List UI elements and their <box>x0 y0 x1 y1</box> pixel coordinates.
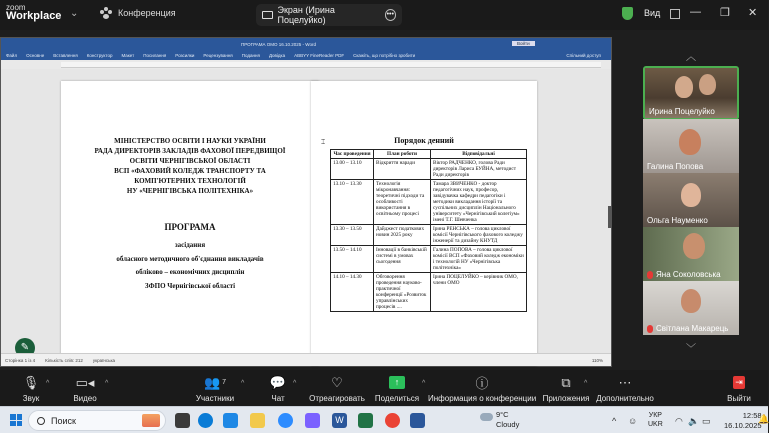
person-face <box>679 129 701 155</box>
status-language: українська <box>92 357 116 363</box>
participant-name-text: Яна Соколовська <box>656 270 721 279</box>
language-code: УКР <box>648 412 662 419</box>
table-row <box>331 273 527 312</box>
participants-label: Участники <box>195 394 235 403</box>
paw-icon <box>100 7 113 19</box>
text-cursor-icon: ⌶ <box>321 139 326 146</box>
word-doc-title: ПРОГРАМА ОМО 16.10.2025 - Word <box>241 42 316 47</box>
zoom-title-bar <box>0 0 768 30</box>
column-header-responsible: Відповідальні <box>431 150 527 159</box>
zoom-logo <box>6 3 61 21</box>
audio-label: Звук <box>22 394 40 403</box>
heart-icon: ♡ <box>331 374 343 390</box>
status-zoom[interactable]: 110% <box>591 357 603 363</box>
cell-responsible: Тамара ЗВИЧЕНКО - доктор педагогічних наук, професор, завідувачка кафедри педагогіки і методики викладання історії та суспільних дисциплін Національного університету «Чернігівський колегіум» імені Т.Г. Шевченка <box>431 180 527 225</box>
leave-button[interactable] <box>722 374 756 403</box>
person-face <box>699 74 716 95</box>
microphone-icon: 🎙 <box>22 374 40 390</box>
doc-page-1 <box>61 81 319 366</box>
participants-button[interactable] <box>193 374 245 403</box>
cloud-icon <box>480 413 493 421</box>
minimize-icon[interactable]: — <box>690 6 701 18</box>
clock-time: 12:58 <box>742 411 762 420</box>
restore-icon[interactable]: ❐ <box>720 7 730 19</box>
search-placeholder: Поиск <box>51 415 76 426</box>
participants-icon: 👥 7 <box>203 374 227 390</box>
header-line: РАДА ДИРЕКТОРІВ ЗАКЛАДІВ ФАХОВОЇ ПЕРЕДВИЩОЇ ОСВІТИ ЧЕРНІГІВСЬКОЇ ОБЛАСТІ <box>94 147 286 165</box>
video-button[interactable] <box>68 374 109 403</box>
language-indicator[interactable] <box>648 411 663 429</box>
windows-start-icon[interactable] <box>10 414 22 426</box>
person-face <box>681 289 701 313</box>
share-caret-icon[interactable]: ^ <box>422 380 426 387</box>
participant-name <box>647 270 721 279</box>
chat-label: Чат <box>271 394 285 403</box>
conference-menu[interactable] <box>100 7 176 19</box>
participant-tile[interactable] <box>643 173 739 227</box>
clock[interactable] <box>724 411 762 431</box>
agenda-header-row <box>331 150 527 159</box>
person-face <box>675 76 693 98</box>
shared-screen <box>0 37 612 367</box>
video-caret-icon[interactable]: ^ <box>105 380 109 387</box>
header-line: МІНІСТЕРСТВО ОСВІТИ І НАУКИ УКРАЇНИ <box>114 137 266 145</box>
header-line: НУ «ЧЕРНІГІВСЬКА ПОЛІТЕХНІКА» <box>126 187 254 195</box>
apps-button[interactable] <box>540 374 592 403</box>
annotate-pen-icon[interactable]: ✎ <box>15 338 35 358</box>
status-page-count: Сторінка 1 із 4 <box>5 357 36 363</box>
table-row <box>331 246 527 273</box>
word-tab-references[interactable]: Посилання <box>143 53 167 58</box>
cell-time: 13.00 – 13.10 <box>331 159 374 180</box>
clock-date: 16.10.2025 <box>724 421 762 430</box>
word-tab-design[interactable]: Конструктор <box>86 53 113 58</box>
video-label: Видео <box>73 394 97 403</box>
logo-line-1: zoom <box>6 3 26 12</box>
close-icon[interactable]: ✕ <box>748 7 758 19</box>
taskbar-search[interactable] <box>28 410 166 431</box>
weather-widget[interactable] <box>496 410 519 430</box>
word-tab-mailings[interactable]: Розсилки <box>175 53 195 58</box>
leave-label: Выйти <box>727 394 751 403</box>
people-icon[interactable]: ☺ <box>628 416 638 426</box>
participant-name-text: Ирина Поцелуйко <box>649 107 715 116</box>
screen-share-label: Экран (Ирина Поцелуйко) <box>277 5 335 25</box>
subtitle-line: обліково – економічних дисциплін <box>135 268 245 276</box>
search-icon <box>37 417 45 425</box>
cell-time: 13.30 – 13.50 <box>331 225 374 246</box>
word-doc-icon[interactable] <box>410 413 425 428</box>
share-screen-icon: ↑ <box>389 376 405 389</box>
keyboard-layout: UKR <box>648 421 663 428</box>
word-ribbon-tabs <box>1 51 611 60</box>
task-view-icon[interactable] <box>175 413 190 428</box>
chat-button[interactable] <box>266 374 297 403</box>
screen-share-tab[interactable] <box>256 4 402 26</box>
doc-page-2 <box>311 81 537 366</box>
chat-caret-icon[interactable]: ^ <box>293 380 297 387</box>
more-button[interactable] <box>596 374 654 403</box>
cell-plan: Обговорення проведення науково-практичної конференції «Розвиток управлінських процесів .... <box>374 273 431 312</box>
scroll-down-chevron-icon[interactable]: ﹀ <box>686 344 696 355</box>
apps-caret-icon[interactable]: ^ <box>584 380 588 387</box>
logo-line-2: Workplace <box>6 10 62 22</box>
cell-time: 13.10 – 13.30 <box>331 180 374 225</box>
chat-icon: 💬 <box>269 374 287 390</box>
meeting-toolbar <box>0 370 768 406</box>
cell-responsible: Віктор РАДЧЕНКО, голова Ради директорів Лариса БУЙНА, методист Ради директорів <box>431 159 527 180</box>
battery-icon[interactable]: ▭ <box>702 416 711 426</box>
share-button[interactable] <box>374 374 426 403</box>
muted-mic-icon <box>647 271 653 279</box>
cell-time: 13.50 – 14.10 <box>331 246 374 273</box>
monitor-icon <box>262 11 273 19</box>
table-row <box>331 225 527 246</box>
participant-name-text: Світлана Макарець <box>656 324 729 333</box>
react-button[interactable] <box>306 374 368 403</box>
header-line: ВСП «ФАХОВИЙ КОЛЕДЖ ТРАНСПОРТУ ТА КОМП'ЮТЕРНИХ ТЕХНОЛОГІЙ <box>114 167 266 185</box>
apps-label: Приложения <box>542 394 590 403</box>
participant-name <box>647 162 703 171</box>
word-tab-review[interactable]: Рецензування <box>203 53 233 58</box>
subtitle-line: ЗФПО Чернігівської області <box>144 281 236 290</box>
cell-responsible: Ірина РЕНСЬКА – голова циклової комісії Чернігівського фахового коледжу інженерії та дизайну КНУТД <box>431 225 527 246</box>
audio-button[interactable] <box>16 374 50 403</box>
conference-label: Конференция <box>118 8 176 18</box>
participant-tile[interactable] <box>643 119 739 173</box>
word-tab-help[interactable]: Довідка <box>268 53 286 58</box>
wifi-icon[interactable]: ◠ <box>675 416 683 426</box>
notification-bell-icon[interactable]: 🔔 <box>758 414 769 424</box>
participants-count: 7 <box>222 379 227 386</box>
share-label: Поделиться <box>374 394 420 403</box>
word-share-button[interactable]: Спільний доступ <box>566 53 601 58</box>
word-tab-abbyy[interactable]: ABBYY FineReader PDF <box>294 53 345 58</box>
word-sign-in-button[interactable]: Войти <box>512 41 535 46</box>
word-icon[interactable]: W <box>332 413 347 428</box>
word-tab-file[interactable]: Файл <box>6 53 18 58</box>
audio-caret-icon[interactable]: ^ <box>46 380 50 387</box>
status-word-count: Кількість слів: 212 <box>45 357 83 363</box>
agenda-title: Порядок денний <box>394 136 454 145</box>
program-title: ПРОГРАМА <box>164 222 216 232</box>
speaker-icon[interactable]: 🔈 <box>688 416 700 426</box>
muted-mic-icon <box>647 325 653 333</box>
shield-icon[interactable] <box>622 7 633 20</box>
person-face <box>683 233 705 259</box>
participant-name <box>649 107 715 116</box>
cell-plan: Дайджест податкових новин 2025 року <box>374 225 431 246</box>
more-label: Дополнительно <box>596 394 654 403</box>
panel-splitter[interactable] <box>608 206 611 228</box>
participants-caret-icon[interactable]: ^ <box>241 380 245 387</box>
participant-name-text: Ольга Науменко <box>647 216 708 225</box>
meeting-info-button[interactable] <box>428 374 536 403</box>
excel-icon[interactable] <box>358 413 373 428</box>
react-label: Отреагировать <box>309 394 365 403</box>
cell-responsible: Ірина ПОЦЕЛУЙКО – керівник ОМО, члени ОМО <box>431 273 527 312</box>
participant-name-text: Галина Попова <box>647 162 704 171</box>
word-tab-layout[interactable]: Макет <box>121 53 135 58</box>
weather-temp: 9°C <box>496 410 509 419</box>
participant-name <box>647 216 708 225</box>
table-row <box>331 159 527 180</box>
column-header-time: Час проведення <box>331 150 374 159</box>
person-face <box>681 183 701 207</box>
cell-time: 14.10 – 14.30 <box>331 273 374 312</box>
zoom-app-icon[interactable] <box>278 413 293 428</box>
chevron-down-icon[interactable]: ⌄ <box>70 8 79 19</box>
file-explorer-icon[interactable] <box>250 413 265 428</box>
word-tell-me[interactable]: Скажіть, що потрібно зробити <box>353 53 416 58</box>
word-tab-view[interactable]: Подання <box>241 53 260 58</box>
word-ruler <box>61 62 601 68</box>
cell-responsible: Галина ПОПОВА – голова циклової комісії ВСП «Фаховий коледж економіки і технологій НУ «Чернігівська політехніка» <box>431 246 527 273</box>
grid-view-icon[interactable] <box>670 9 680 19</box>
doc-header <box>61 136 319 196</box>
store-icon[interactable] <box>223 413 238 428</box>
subtitle-line: засідання <box>174 241 206 249</box>
word-tab-home[interactable]: Основне <box>26 53 45 58</box>
word-status-bar <box>1 353 611 366</box>
chevron-up-icon[interactable]: ^ <box>612 416 617 426</box>
word-title-bar <box>1 38 611 51</box>
cell-plan: Інновації в банківській системі в умовах сьогодення <box>374 246 431 273</box>
chrome-icon[interactable] <box>385 413 400 428</box>
subtitle-line: обласного методичного об'єднання викладачів <box>116 254 264 263</box>
cell-plan: Технологія мікронавчання: теоретичні підходи та особливості використання в освітньому процесі <box>374 180 431 225</box>
info-label: Информация о конференции <box>428 394 537 403</box>
view-button[interactable]: Вид <box>644 8 661 18</box>
apps-icon: ⧉ <box>561 374 571 390</box>
more-options-icon[interactable]: ••• <box>385 9 396 21</box>
participant-name <box>647 324 728 333</box>
cell-plan: Відкриття наради <box>374 159 431 180</box>
column-header-plan: План роботи <box>374 150 431 159</box>
participant-tile[interactable] <box>643 66 739 120</box>
more-icon: ⋯ <box>618 374 632 390</box>
info-icon: ⓘ <box>475 376 489 391</box>
agenda-table <box>330 149 527 312</box>
windows-taskbar <box>0 406 768 433</box>
scroll-up-chevron-icon[interactable]: ︿ <box>686 52 696 63</box>
word-tab-insert[interactable]: Вставлення <box>53 53 78 58</box>
program-subtitle <box>61 239 319 293</box>
table-row <box>331 180 527 225</box>
viber-icon[interactable] <box>305 413 320 428</box>
search-highlight-icon <box>142 414 160 427</box>
edge-icon[interactable] <box>198 413 213 428</box>
participant-tile[interactable] <box>643 227 739 281</box>
weather-desc: Cloudy <box>496 420 520 429</box>
camera-icon: ▭◂ <box>75 374 95 390</box>
participant-tile[interactable] <box>643 281 739 335</box>
exit-icon: ⇥ <box>733 376 745 389</box>
